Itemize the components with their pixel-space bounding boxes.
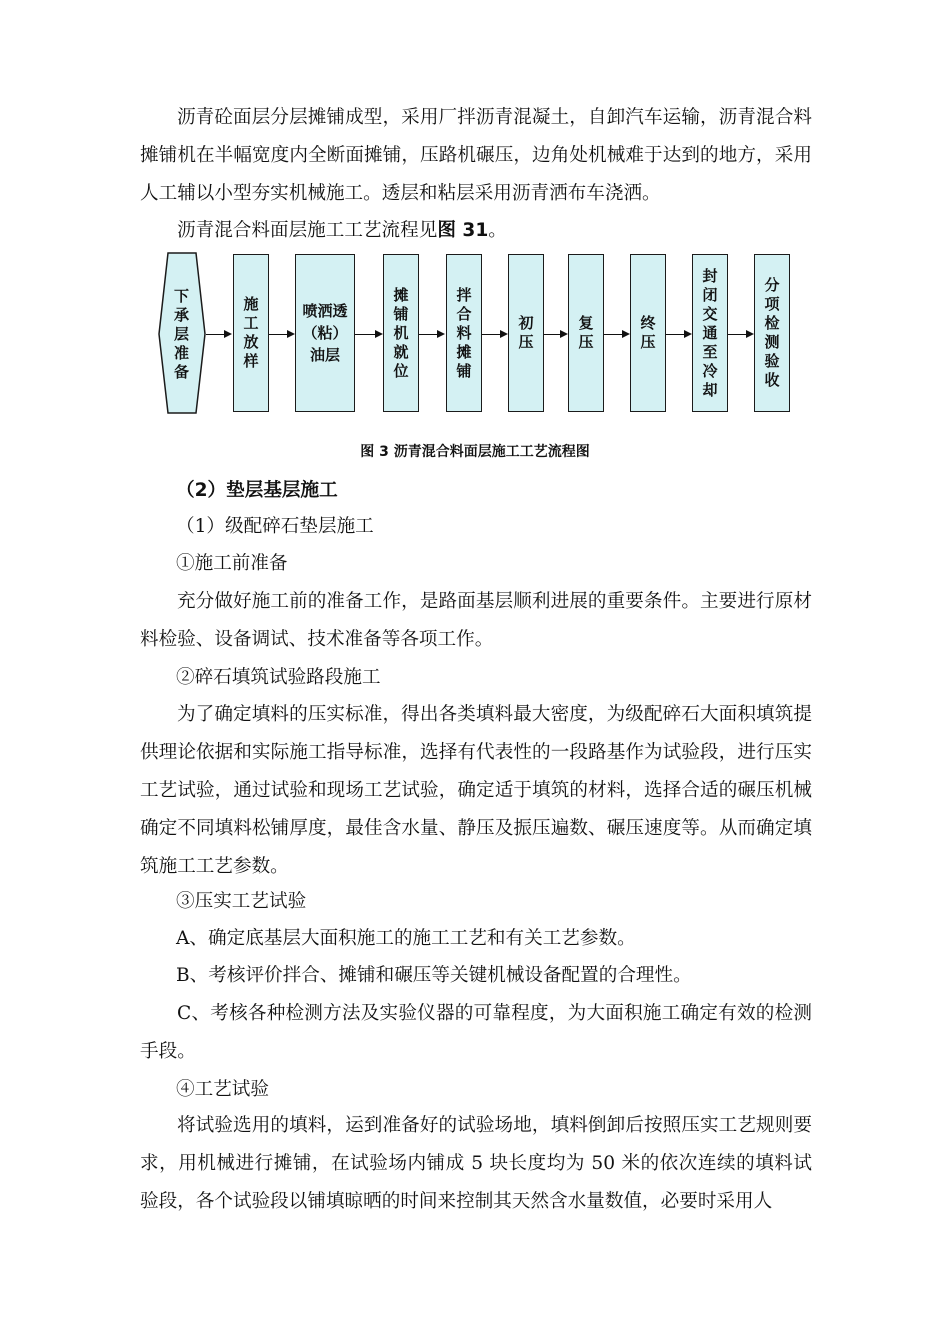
flow-step-2 [233,254,269,412]
flow-reference-suffix: 。 [488,220,507,241]
flow-step-label: 复压 [578,314,594,351]
item-3-point-a: A、确定底基层大面积施工的施工工艺和有关工艺参数。 [176,928,636,949]
flow-arrow [419,334,443,335]
flow-step-label: 分项检测验收 [764,276,780,389]
flow-step-label: 拌合料摊铺 [456,285,472,380]
flow-step-10 [754,254,790,412]
flow-arrow [728,334,752,335]
flow-step-label: 施工放样 [243,295,259,370]
flow-arrow [604,334,628,335]
flow-reference-paragraph [140,212,507,250]
item-1-text: 充分做好施工前的准备工作，是路面基层顺利进展的重要条件。主要进行原材料检验、设备调试、技术准备等各项工作。 [140,591,812,650]
figure-reference: 图 31 [437,220,489,241]
item-2-title: ②碎石填筑试验路段施工 [176,667,381,688]
item-1-title: ①施工前准备 [176,553,288,574]
flow-step-label: 终压 [640,314,656,351]
flow-step-label: 喷洒透（粘）油层 [302,302,348,364]
flow-step-label: 摊铺机就位 [393,285,409,380]
flow-step-3 [295,254,355,412]
flow-step-8 [630,254,666,412]
flow-reference-prefix: 沥青混合料面层施工工艺流程见 [177,220,438,241]
item-3-point-b: B、考核评价拌合、摊铺和碾压等关键机械设备配置的合理性。 [176,965,692,986]
flow-arrow [544,334,566,335]
figure-caption: 图 3 沥青混合料面层施工工艺流程图 [360,444,590,460]
flow-step-1 [158,252,208,416]
flow-arrow [482,334,506,335]
flow-step-label: 封闭交通至冷却 [702,266,718,399]
intro-paragraph: 沥青砼面层分层摊铺成型，采用厂拌沥青混凝土，自卸汽车运输，沥青混合料摊铺机在半幅宽度内全断面摊铺，压路机碾压，边角处机械难于达到的地方，采用人工辅以小型夯实机械施工。透层和粘层采用沥青洒布车浇洒。 [140,107,812,204]
flow-step-label: 初压 [518,314,534,351]
flow-step-4 [383,254,419,412]
process-flowchart [158,252,798,416]
flow-step-7 [568,254,604,412]
item-3-point-c: C、考核各种检测方法及实验仪器的可靠程度，为大面积施工确定有效的检测手段。 [140,1003,812,1062]
section-heading: （2）垫层基层施工 [176,480,338,501]
flow-step-5 [446,254,482,412]
flow-arrow [206,334,230,335]
item-4-text: 将试验选用的填料，运到准备好的试验场地，填料倒卸后按照压实工艺规则要求，用机械进行摊铺，在试验场内铺成 5 块长度均为 50 米的依次连续的填料试验段，各个试验段以铺填晾晒的时间来控制其天然含水量数值，必要时采用人 [140,1115,812,1212]
subsection-heading: （1）级配碎石垫层施工 [176,516,374,537]
flow-step-6 [508,254,544,412]
flow-step-9 [692,254,728,412]
flow-arrow [355,334,381,335]
flow-step-label: 下承层准备 [174,286,190,381]
item-2-text: 为了确定填料的压实标准，得出各类填料最大密度，为级配碎石大面积填筑提供理论依据和实际施工指导标准，选择有代表性的一段路基作为试验段，进行压实工艺试验，通过试验和现场工艺试验，确定适于填筑的材料，选择合适的碾压机械确定不同填料松铺厚度，最佳含水量、静压及振压遍数、碾压速度等。从而确定填筑施工工艺参数。 [140,704,812,877]
flow-arrow [666,334,690,335]
item-3-title: ③压实工艺试验 [176,891,307,912]
flow-arrow [269,334,293,335]
item-4-title: ④工艺试验 [176,1079,269,1100]
